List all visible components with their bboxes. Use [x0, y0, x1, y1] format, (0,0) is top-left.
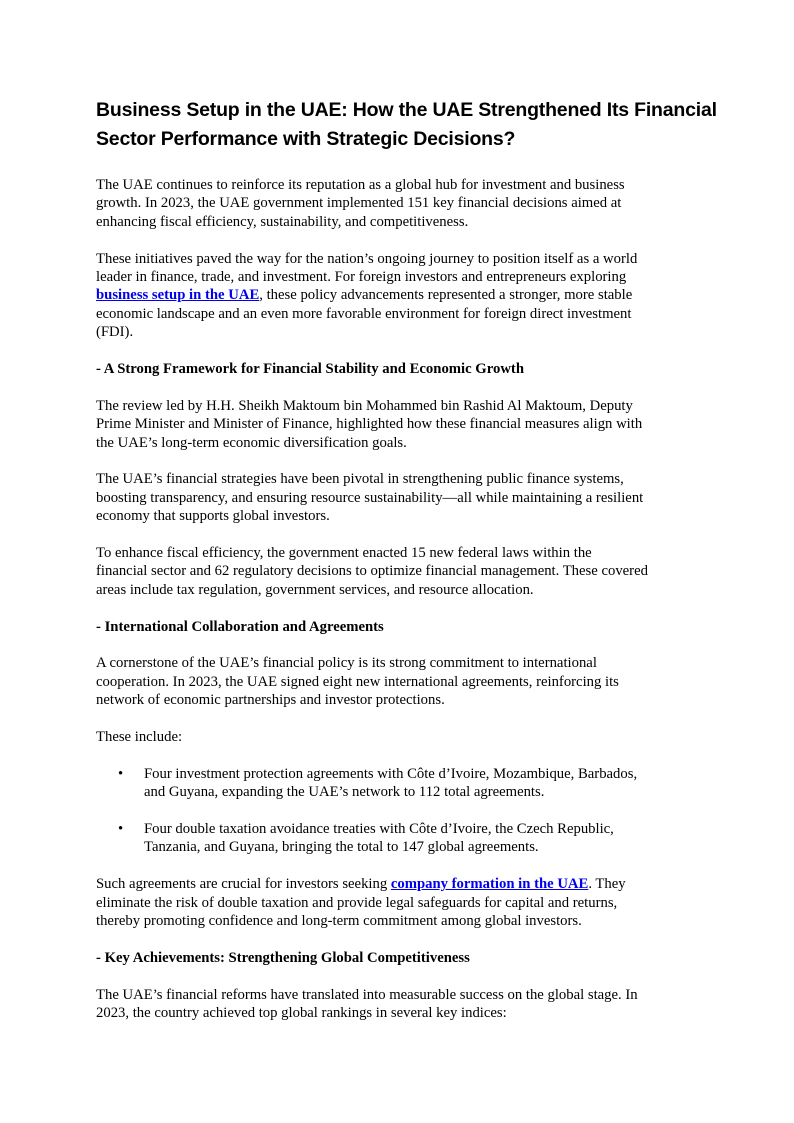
section-heading [96, 618, 716, 636]
text-line [96, 581, 716, 599]
text-span: leader in finance, trade, and investment. For foreign investors and entrepreneurs exploring [96, 269, 627, 286]
text-span: growth. In 2023, the UAE government implemented 151 key financial decisions aimed at [96, 195, 622, 212]
text-span: The review led by H.H. Sheikh Maktoum bin Mohammed bin Rashid Al Maktoum, Deputy [96, 397, 633, 414]
text-line [96, 213, 716, 231]
text-span: To enhance fiscal efficiency, the government enacted 15 new federal laws within the [96, 545, 592, 562]
text-line [96, 470, 716, 488]
text-line [96, 654, 716, 672]
text-line [96, 875, 716, 893]
text-line [96, 250, 716, 268]
text-line [96, 562, 716, 580]
text-span: enhancing fiscal efficiency, sustainability, and competitiveness. [96, 213, 469, 230]
text-line [96, 691, 716, 709]
text-line [96, 618, 716, 636]
text-line [96, 728, 716, 746]
paragraph [96, 654, 716, 709]
paragraph [96, 544, 716, 599]
text-span: The UAE continues to reinforce its reputation as a global hub for investment and business [96, 177, 625, 193]
text-span: economic landscape and an even more favorable environment for foreign direct investment [96, 305, 632, 322]
paragraph [96, 176, 716, 231]
text-span: A cornerstone of the UAE’s financial policy is its strong commitment to international [96, 655, 597, 672]
text-span: , these policy advancements represented a stronger, more stable [259, 287, 633, 304]
page-title [96, 96, 716, 154]
document-page [96, 96, 716, 1041]
section-heading [96, 360, 716, 378]
text-span: The UAE’s financial reforms have translated into measurable success on the global stage. In [96, 986, 638, 1003]
text-line [96, 176, 716, 194]
text-line [144, 765, 716, 783]
text-line [96, 1004, 716, 1022]
text-span: financial sector and 62 regulatory decisions to optimize financial management. These covered [96, 563, 648, 580]
paragraph [96, 250, 716, 342]
inline-link[interactable]: business setup in the UAE [96, 287, 260, 304]
paragraph [96, 728, 716, 746]
text-span: the UAE’s long-term economic diversification goals. [96, 434, 407, 451]
text-span: Four double taxation avoidance treaties with Côte d’Ivoire, the Czech Republic, [144, 821, 614, 838]
text-line [96, 673, 716, 691]
text-line [96, 434, 716, 452]
list-item [96, 765, 716, 802]
text-line [96, 949, 716, 967]
paragraph [96, 875, 716, 930]
text-span: These include: [96, 729, 183, 746]
text-line [96, 323, 716, 341]
text-line [96, 986, 716, 1004]
text-line [96, 415, 716, 433]
text-line [96, 397, 716, 415]
text-span: Tanzania, and Guyana, bringing the total to 147 global agreements. [144, 839, 539, 856]
text-span: network of economic partnerships and investor protections. [96, 692, 445, 709]
text-line [96, 305, 716, 323]
bullet-icon: • [118, 765, 124, 782]
text-line [144, 838, 716, 856]
paragraph [96, 397, 716, 452]
paragraph [96, 986, 716, 1023]
text-span: The UAE’s financial strategies have been pivotal in strengthening public finance systems, [96, 471, 624, 488]
text-line [96, 544, 716, 562]
text-line [96, 360, 716, 378]
title-line: Sector Performance with Strategic Decisions? [96, 128, 516, 150]
text-span: 2023, the country achieved top global rankings in several key indices: [96, 1005, 507, 1022]
text-span: These initiatives paved the way for the nation’s ongoing journey to position itself as a world [96, 250, 638, 267]
text-span: Such agreements are crucial for investors seeking [96, 876, 391, 893]
text-line [96, 507, 716, 525]
text-span: Prime Minister and Minister of Finance, highlighted how these financial measures align with [96, 416, 643, 433]
title-line: Business Setup in the UAE: How the UAE Strengthened Its Financial [96, 99, 717, 121]
text-span: (FDI). [96, 324, 134, 341]
text-line [96, 268, 716, 286]
text-span: boosting transparency, and ensuring resource sustainability—all while maintaining a resilient [96, 489, 644, 506]
text-span: eliminate the risk of double taxation and provide legal safeguards for capital and returns, [96, 894, 618, 911]
text-span: - Key Achievements: Strengthening Global Competitiveness [96, 949, 470, 966]
text-span: economy that supports global investors. [96, 508, 330, 525]
text-span: - A Strong Framework for Financial Stability and Economic Growth [96, 361, 524, 378]
text-line [96, 912, 716, 930]
text-line [96, 286, 716, 304]
text-span: . They [588, 876, 626, 893]
text-line [96, 489, 716, 507]
text-span: - International Collaboration and Agreements [96, 618, 384, 635]
text-span: cooperation. In 2023, the UAE signed eight new international agreements, reinforcing its [96, 673, 619, 690]
text-line [144, 783, 716, 801]
text-span: thereby promoting confidence and long-term commitment among global investors. [96, 913, 582, 930]
text-line [144, 820, 716, 838]
text-span: areas include tax regulation, government services, and resource allocation. [96, 581, 534, 598]
list-item [96, 820, 716, 857]
section-heading [96, 949, 716, 967]
inline-link[interactable]: company formation in the UAE [390, 876, 589, 893]
text-line [96, 194, 716, 212]
bullet-icon: • [118, 821, 124, 838]
text-line [96, 894, 716, 912]
text-span: and Guyana, expanding the UAE’s network to 112 total agreements. [144, 784, 545, 801]
paragraph [96, 470, 716, 525]
document-body [96, 176, 716, 1022]
text-span: Four investment protection agreements with Côte d’Ivoire, Mozambique, Barbados, [144, 765, 638, 782]
